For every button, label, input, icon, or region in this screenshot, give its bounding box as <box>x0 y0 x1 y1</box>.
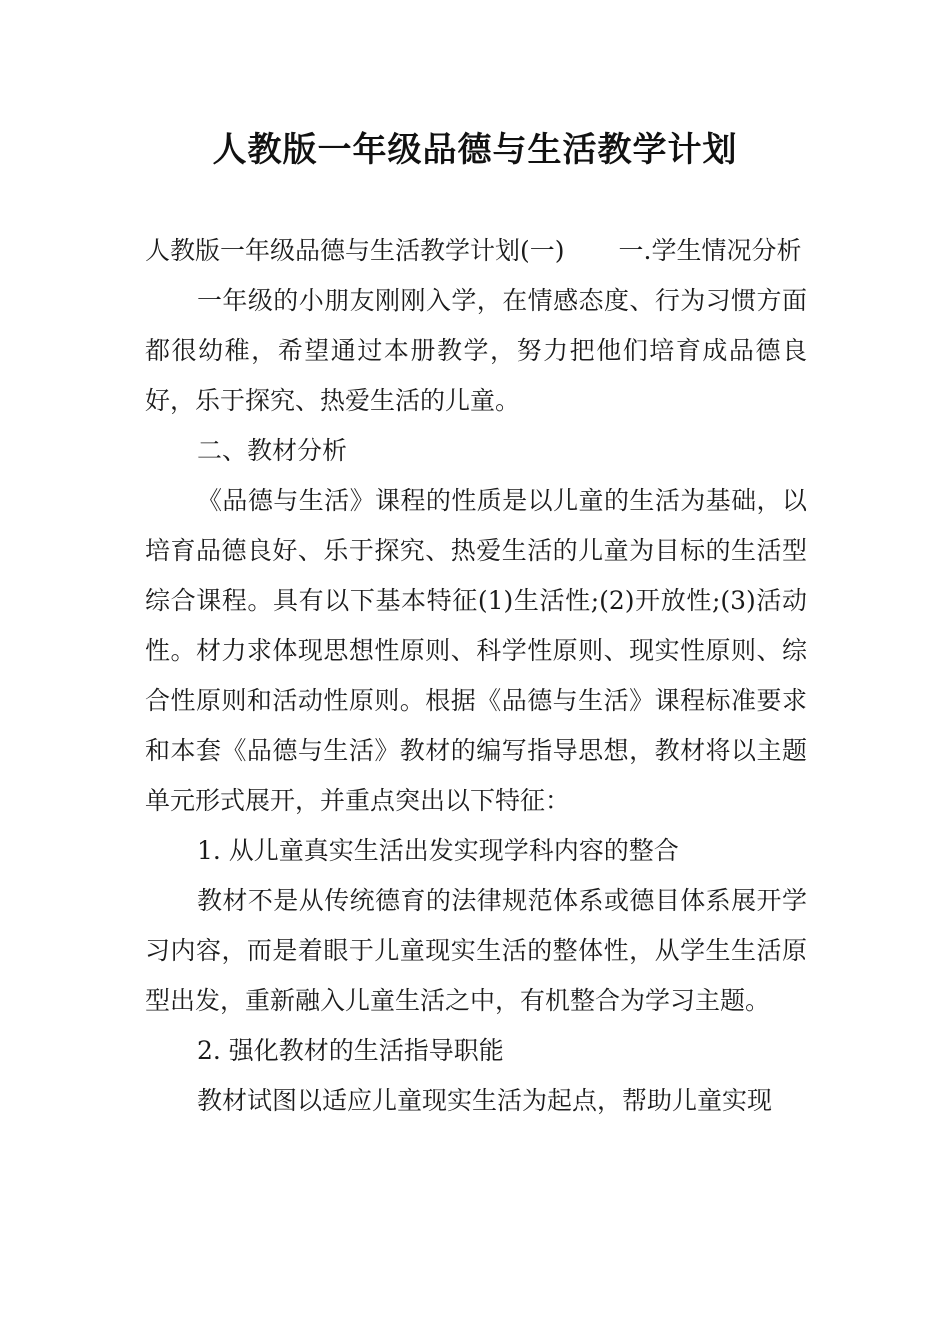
section-one-heading: 一.学生情况分析 <box>618 236 802 265</box>
document-body <box>145 226 807 1126</box>
paragraph-feature-one: 教材不是从传统德育的法律规范体系或德目体系展开学习内容，而是着眼于儿童现实生活的整体性，从学生生活原型出发，重新融入儿童生活之中，有机整合为学习主题。 <box>145 886 807 1015</box>
paragraph-student-analysis: 一年级的小朋友刚刚入学，在情感态度、行为习惯方面都很幼稚，希望通过本册教学，努力把他们培育成品德良好，乐于探究、热爱生活的儿童。 <box>145 286 807 415</box>
paragraph-course-nature: 《品德与生活》课程的性质是以儿童的生活为基础，以培育品德良好、乐于探究、热爱生活的儿童为目标的生活型综合课程。具有以下基本特征(1)生活性;(2)开放性;(3)活动性。材力求体现思想性原则、科学性原则、现实性原则、综合性原则和活动性原则。根据《品德与生活》课程标准要求和本套《品德与生活》教材的编写指导思想，教材将以主题单元形式展开，并重点突出以下特征： <box>145 486 807 815</box>
feature-one-heading: 1. 从儿童真实生活出发实现学科内容的整合 <box>197 836 679 865</box>
section-two-heading: 二、教材分析 <box>197 436 348 465</box>
feature-two-heading: 2. 强化教材的生活指导职能 <box>197 1036 504 1065</box>
document-title: 人教版一年级品德与生活教学计划 <box>212 130 738 170</box>
plan-heading: 人教版一年级品德与生活教学计划(一) <box>145 236 565 265</box>
intro-paragraph <box>145 226 807 276</box>
paragraph-feature-two: 教材试图以适应儿童现实生活为起点，帮助儿童实现 <box>197 1086 773 1115</box>
